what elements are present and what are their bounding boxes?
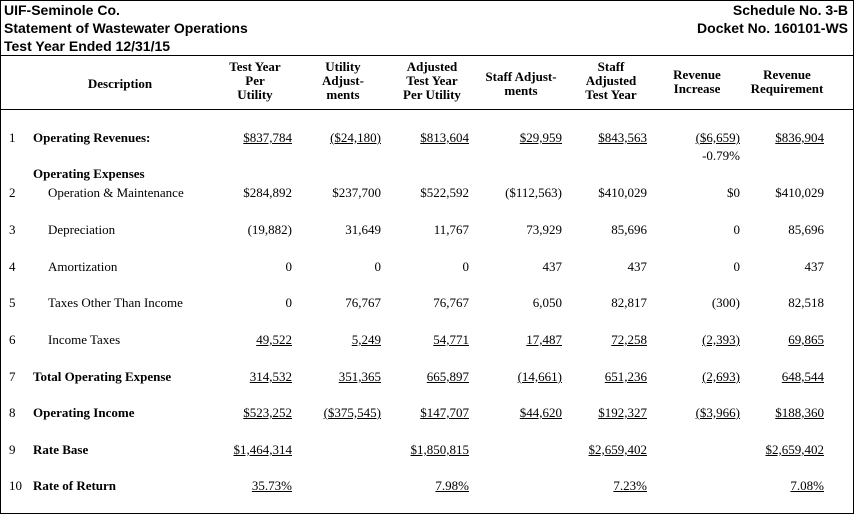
value-cell: (300) (711, 295, 740, 310)
column-header-1-line-2: Utility (237, 87, 273, 102)
column-header-7-line-1: Requirement (750, 81, 824, 96)
value-cell: 85,696 (611, 222, 647, 237)
column-header-5-line-1: Adjusted (585, 73, 637, 88)
revenue-increase-percent: -0.79% (702, 148, 740, 163)
value-cell: 7.23% (613, 478, 647, 493)
header-rule (0, 55, 854, 56)
value-cell: 82,817 (611, 295, 647, 310)
value-cell: $29,959 (519, 130, 562, 145)
value-cell: 6,050 (532, 295, 562, 310)
value-cell: $836,904 (775, 130, 824, 145)
value-cell: 665,897 (426, 369, 469, 384)
row-number: 6 (9, 332, 16, 347)
value-cell: 54,771 (433, 332, 469, 347)
value-cell: $44,620 (519, 405, 562, 420)
column-header-rule (0, 109, 854, 110)
column-header-2-line-0: Utility (325, 59, 361, 74)
column-header-5-line-2: Test Year (585, 87, 637, 102)
value-cell: $843,563 (598, 130, 647, 145)
value-cell: $192,327 (598, 405, 647, 420)
row-label: Rate of Return (33, 478, 117, 493)
value-cell: $1,464,314 (233, 442, 292, 457)
value-cell: 69,865 (788, 332, 824, 347)
column-header-1-line-0: Test Year (229, 59, 281, 74)
value-cell: 85,696 (788, 222, 824, 237)
value-cell: 314,532 (249, 369, 292, 384)
row-number: 2 (9, 185, 16, 200)
value-cell: 49,522 (256, 332, 292, 347)
value-cell: 82,518 (788, 295, 824, 310)
value-cell: 0 (462, 259, 469, 274)
row-number: 9 (9, 442, 16, 457)
value-cell: $523,252 (243, 405, 292, 420)
row-label: Total Operating Expense (33, 369, 172, 384)
row-label: Amortization (48, 259, 118, 274)
column-header-1-line-1: Per (245, 73, 265, 88)
docket-number: Docket No. 160101-WS (697, 20, 848, 36)
value-cell: $410,029 (598, 185, 647, 200)
value-cell: $188,360 (775, 405, 824, 420)
value-cell: (2,393) (702, 332, 740, 347)
value-cell: 351,365 (338, 369, 381, 384)
value-cell: 651,236 (604, 369, 647, 384)
value-cell: ($3,966) (695, 405, 740, 420)
column-header-4-line-1: ments (504, 83, 538, 98)
column-header-6-line-1: Increase (673, 81, 721, 96)
value-cell: 76,767 (433, 295, 469, 310)
column-header-3-line-0: Adjusted (406, 59, 458, 74)
value-cell: 0 (733, 222, 740, 237)
row-number: 8 (9, 405, 16, 420)
value-cell: ($24,180) (330, 130, 381, 145)
value-cell: $284,892 (243, 185, 292, 200)
value-cell: 0 (374, 259, 381, 274)
value-cell: 31,649 (345, 222, 381, 237)
row-label: Rate Base (33, 442, 89, 457)
value-cell: (2,693) (702, 369, 740, 384)
value-cell: 17,487 (526, 332, 562, 347)
value-cell: ($6,659) (695, 130, 740, 145)
value-cell: 0 (285, 295, 292, 310)
row-label: Operating Expenses (33, 166, 145, 181)
value-cell: 437 (804, 259, 824, 274)
value-cell: 437 (542, 259, 562, 274)
value-cell: 73,929 (526, 222, 562, 237)
column-header-2-line-2: ments (326, 87, 360, 102)
value-cell: 0 (285, 259, 292, 274)
value-cell: 11,767 (433, 222, 469, 237)
value-cell: (19,882) (247, 222, 292, 237)
value-cell: $522,592 (420, 185, 469, 200)
column-header-0-line-0: Description (87, 76, 153, 91)
row-number: 3 (9, 222, 16, 237)
row-number: 5 (9, 295, 16, 310)
value-cell: ($375,545) (323, 405, 381, 420)
value-cell: 76,767 (345, 295, 381, 310)
row-number: 7 (9, 369, 16, 384)
row-label: Operating Revenues: (33, 130, 151, 145)
value-cell: $2,659,402 (765, 442, 824, 457)
value-cell: $147,707 (420, 405, 469, 420)
row-label: Operating Income (33, 405, 135, 420)
value-cell: 7.98% (435, 478, 469, 493)
value-cell: 5,249 (351, 332, 381, 347)
value-cell: 437 (627, 259, 647, 274)
value-cell: 72,258 (611, 332, 647, 347)
company-name: UIF-Seminole Co. (4, 2, 120, 18)
row-number: 10 (9, 478, 22, 493)
value-cell: $237,700 (332, 185, 381, 200)
row-number: 1 (9, 130, 16, 145)
row-label: Taxes Other Than Income (48, 295, 183, 310)
value-cell: $1,850,815 (410, 442, 469, 457)
statement-title: Statement of Wastewater Operations (4, 20, 248, 36)
column-header-5-line-0: Staff (597, 59, 625, 74)
column-header-3-line-2: Per Utility (403, 87, 461, 102)
row-label: Income Taxes (48, 332, 121, 347)
column-header-6-line-0: Revenue (673, 67, 721, 82)
value-cell: 0 (733, 259, 740, 274)
column-header-3-line-1: Test Year (406, 73, 458, 88)
value-cell: $0 (727, 185, 740, 200)
value-cell: 35.73% (251, 478, 292, 493)
value-cell: 7.08% (790, 478, 824, 493)
column-header-7-line-0: Revenue (763, 67, 811, 82)
value-cell: $410,029 (775, 185, 824, 200)
row-label: Depreciation (48, 222, 116, 237)
value-cell: $837,784 (243, 130, 292, 145)
value-cell: $2,659,402 (588, 442, 647, 457)
column-header-4-line-0: Staff Adjust- (485, 69, 557, 84)
value-cell: ($112,563) (505, 185, 562, 200)
value-cell: (14,661) (517, 369, 562, 384)
test-year-label: Test Year Ended 12/31/15 (4, 38, 171, 54)
schedule-number: Schedule No. 3-B (732, 2, 848, 18)
row-number: 4 (9, 259, 16, 274)
row-label: Operation & Maintenance (48, 185, 184, 200)
value-cell: 648,544 (781, 369, 824, 384)
value-cell: $813,604 (420, 130, 469, 145)
column-header-2-line-1: Adjust- (322, 73, 364, 88)
